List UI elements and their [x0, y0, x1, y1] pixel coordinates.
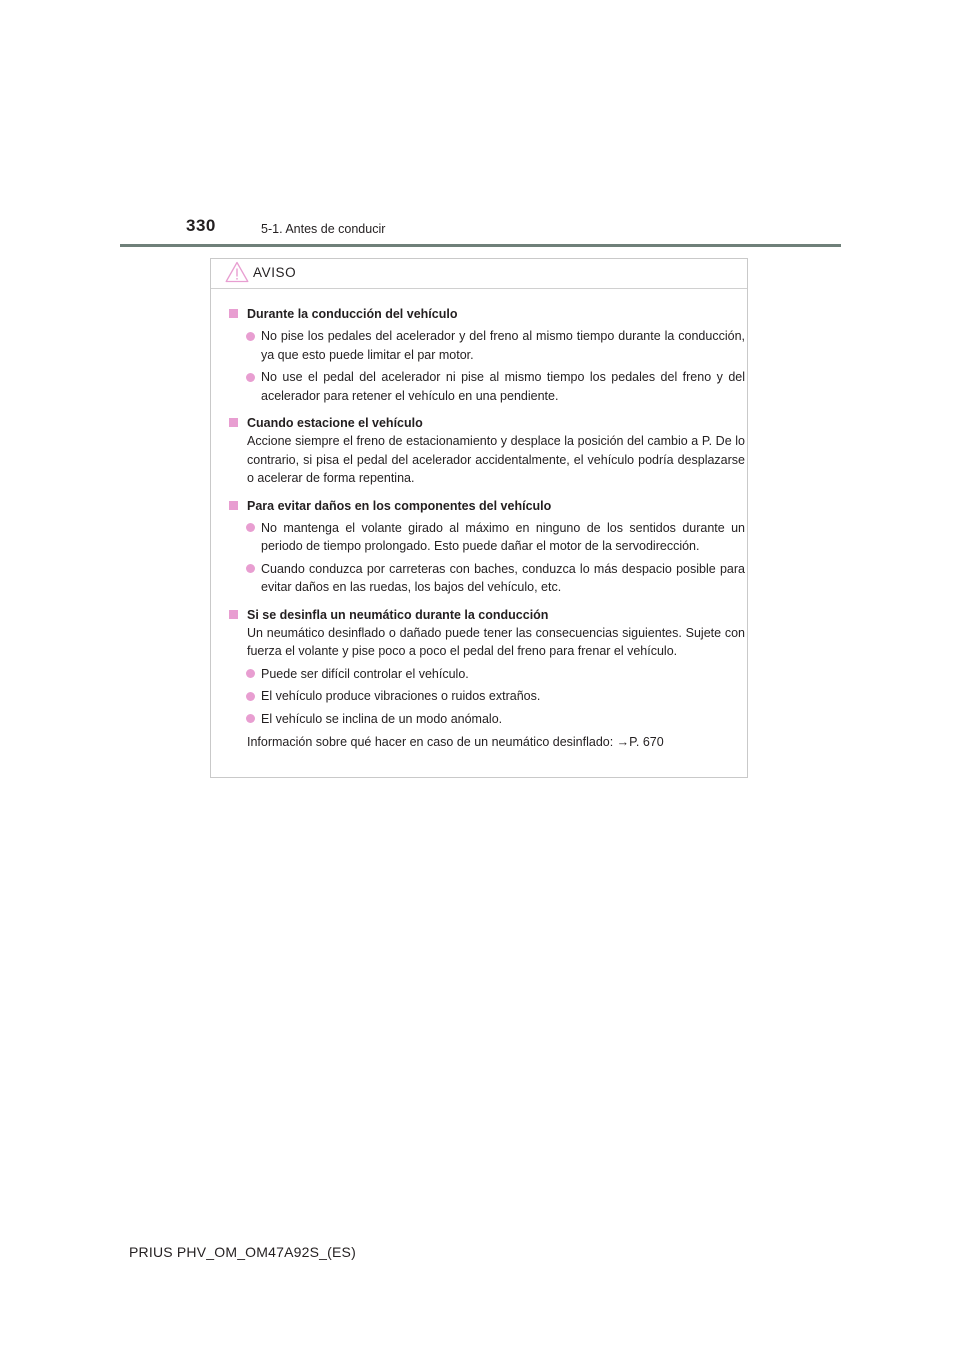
- page-reference-note: Información sobre qué hacer en caso de un neumático desinflado: →P. 670: [247, 735, 664, 749]
- list-item: No pise los pedales del acelerador y del freno al mismo tiempo durante la conducción, ya que esto puede limitar el par motor.: [229, 327, 745, 364]
- list-item: El vehículo produce vibraciones o ruidos extraños.: [229, 687, 745, 706]
- circle-bullet-icon: [246, 523, 255, 532]
- list-item: Cuando conduzca por carreteras con baches, conduzca lo más despacio posible para evitar daños en las ruedas, los bajos del vehículo, etc.: [229, 560, 745, 597]
- warning-header: [211, 259, 747, 289]
- circle-bullet-icon: [246, 332, 255, 341]
- warning-triangle-icon: [225, 261, 249, 283]
- paragraph: Accione siempre el freno de estacionamiento y desplace la posición del cambio a P. De lo contrario, si pisa el pedal del acelerador accidentalmente, el vehículo podría desplazarse o acelerar de forma repentina.: [247, 434, 745, 485]
- warning-content: [229, 301, 745, 752]
- list-item: Puede ser difícil controlar el vehículo.: [229, 665, 745, 684]
- document-code: PRIUS PHV_OM_OM47A92S_(ES): [129, 1244, 356, 1260]
- section-heading: Cuando estacione el vehículo: [229, 414, 745, 432]
- circle-bullet-icon: [246, 669, 255, 678]
- section-heading: Para evitar daños en los componentes del vehículo: [229, 497, 745, 515]
- section-title: 5-1. Antes de conducir: [261, 222, 386, 236]
- square-bullet-icon: [229, 418, 238, 427]
- list-item: El vehículo se inclina de un modo anómalo.: [229, 710, 745, 729]
- paragraph: Un neumático desinflado o dañado puede tener las consecuencias siguientes. Sujete con fuerza el volante y pise poco a poco el pedal del freno para frenar el vehículo.: [247, 625, 745, 658]
- section-heading: Durante la conducción del vehículo: [229, 305, 745, 323]
- circle-bullet-icon: [246, 564, 255, 573]
- circle-bullet-icon: [246, 373, 255, 382]
- header-divider: [120, 244, 841, 247]
- circle-bullet-icon: [246, 692, 255, 701]
- warning-box: [210, 258, 748, 778]
- warning-title: AVISO: [253, 265, 297, 280]
- square-bullet-icon: [229, 309, 238, 318]
- section-heading: Si se desinfla un neumático durante la conducción: [229, 606, 745, 624]
- square-bullet-icon: [229, 501, 238, 510]
- list-item: No mantenga el volante girado al máximo en ninguno de los sentidos durante un periodo de tiempo prolongado. Esto puede dañar el motor de la servodirección.: [229, 519, 745, 556]
- page-number: 330: [186, 216, 216, 235]
- circle-bullet-icon: [246, 714, 255, 723]
- list-item: No use el pedal del acelerador ni pise al mismo tiempo los pedales del freno y del acelerador para retener el vehículo en una pendiente.: [229, 368, 745, 405]
- square-bullet-icon: [229, 610, 238, 619]
